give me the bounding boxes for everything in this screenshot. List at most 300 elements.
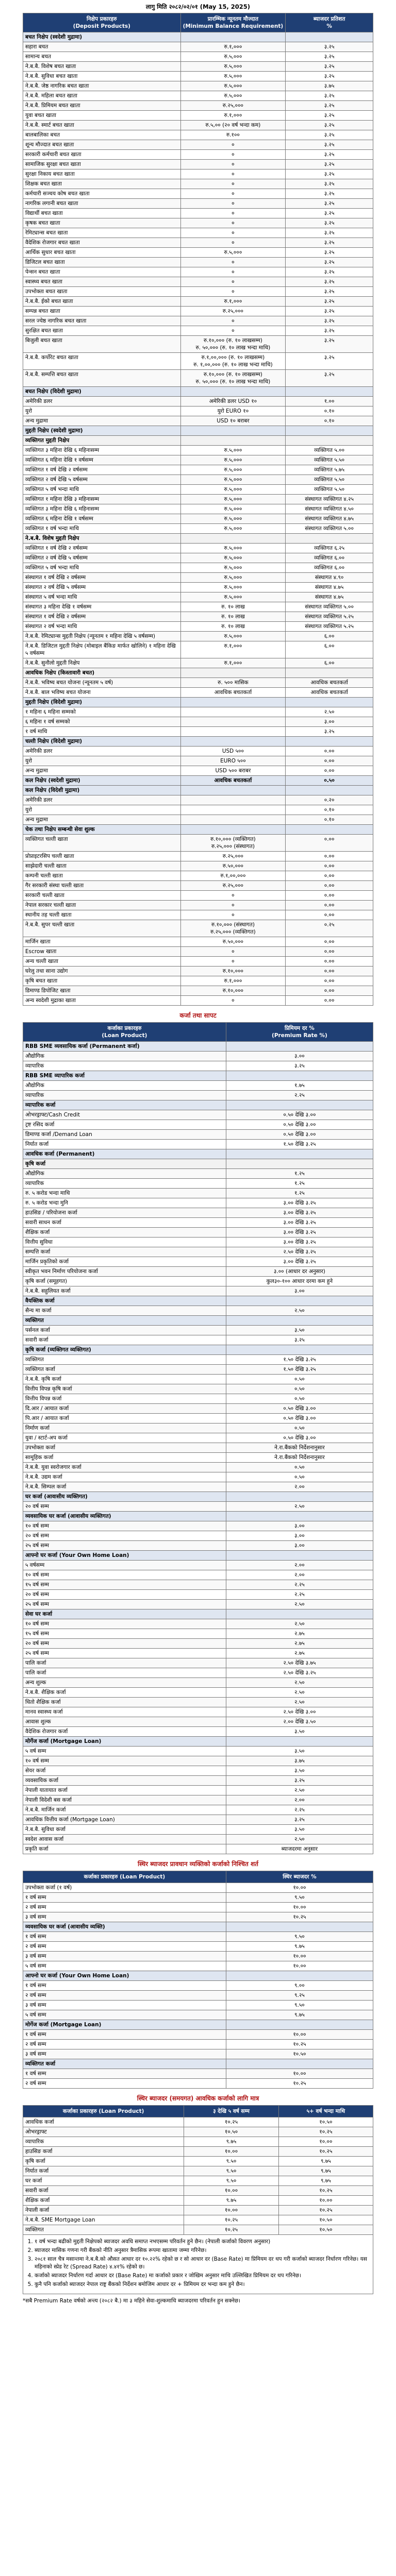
deposit-cell: संस्थागत व्यक्तिगत ५.२५ [286,622,373,632]
deposit-cell: ने.ब.बै. ईको बचत खाता [23,297,181,307]
fixed-cell: आफ्नो घर कर्जा (Your Own Home Loan) [23,1971,226,1981]
deposit-cell: अमेरिकी डलर [23,747,181,756]
periodic-row [23,2147,373,2157]
loan-cell: ३.२५ [226,1776,373,1786]
loan-cell: ३.०० [226,1286,373,1296]
deposit-section-row [23,786,373,795]
fixed-row [23,2049,373,2059]
deposit-cell: ०.२५ [286,920,373,937]
deposit-cell: कल निक्षेप (स्वदेशी मुद्रामा) [23,776,181,786]
fixed-row [23,1883,373,1893]
deposit-cell [180,717,286,727]
deposit-row [23,297,373,307]
loan-cell: युवा / स्टार्ट-अप कर्जा [23,1433,226,1443]
deposit-row [23,91,373,101]
deposit-cell: रु. १० लाख [180,622,286,632]
deposit-cell: ० [180,957,286,967]
deposit-cell: रु.१,००० [180,297,286,307]
deposit-cell: १.०० [286,397,373,406]
loan-row [23,1189,373,1198]
deposit-row [23,248,373,258]
fixed-cell: १०.२५ [226,1912,373,1922]
loan-cell: २.२५ [226,1580,373,1590]
loan-cell: मार्जिन प्रकृतिको कर्जा [23,1257,226,1267]
loan-cell: व्यापारिक कर्जा [23,1100,226,1110]
loan-cell [226,1042,373,1052]
deposit-cell: ० [180,277,286,287]
loan-cell: २.५० [226,1835,373,1844]
deposit-cell: ३.२५ [286,353,373,370]
loan-cell: ३.२५ [226,1335,373,1345]
fixed-table-body [23,1883,373,2089]
periodic-cell: ने.ब.बै. SME Mortgage Loan [23,2215,184,2225]
loan-cell [226,1159,373,1169]
deposit-cell: संस्थागत व्यक्तिगत ४.७५ [286,514,373,524]
loan-cell: २.७५ [226,1629,373,1639]
deposit-cell: मुद्दती निक्षेप (विदेशी मुद्रामा) [23,698,181,707]
deposit-cell: ३.२५ [286,130,373,140]
loan-cell: कृषि कर्जा (व्यक्तिगत व्यक्तिगत) [23,1345,226,1355]
deposit-cell: ० [180,258,286,267]
deposit-row [23,996,373,1006]
deposit-cell: सहारा बचत [23,42,181,52]
deposit-cell: सरकारी कर्मचारी बचत खाता [23,150,181,160]
deposit-cell: ३.२५ [286,258,373,267]
loan-cell: २० वर्ष सम्म [23,1590,226,1600]
loan-row [23,1776,373,1786]
loan-cell: २५ वर्ष सम्म [23,1649,226,1658]
deposit-cell: ३.०० [286,717,373,727]
loan-row [23,1531,373,1541]
deposit-row [23,170,373,179]
loan-row [23,1561,373,1570]
deposit-row [23,544,373,553]
deposit-cell: ०.०० [286,967,373,976]
periodic-cell: ९.७५ [278,2157,373,2166]
fixed-cell: १०.२५ [226,2040,373,2049]
deposit-cell: ०.०० [286,986,373,996]
loan-row [23,1267,373,1277]
loan-cell: सम्पत्ति कर्जा [23,1247,226,1257]
deposit-cell: ३.२५ [286,189,373,199]
deposit-cell: व्यक्तिगत चल्ती खाता [23,835,181,852]
periodic-cell: १०.५० [278,2225,373,2235]
loan-cell: सैन्य मा कर्जा [23,1306,226,1316]
loan-cell: ३.०० [226,1521,373,1531]
loan-row [23,1218,373,1228]
deposit-cell [180,668,286,678]
deposit-cell: ० [180,199,286,209]
deposit-cell: डिजिटल बचत खाता [23,258,181,267]
loan-cell: सवारी साधन कर्जा [23,1218,226,1228]
periodic-row [23,2176,373,2186]
loan-row [23,1355,373,1365]
loan-header-2: प्रिमियम दर % (Premium Rate %) [226,1023,373,1042]
deposit-cell [286,825,373,835]
deposit-cell: ६.०० [286,641,373,658]
loan-row [23,1727,373,1737]
loan-cell: ने.ब.बै. सुविधा कर्जा [23,1825,226,1835]
deposit-cell: शिक्षक बचत खाता [23,179,181,189]
deposit-cell: रु.५,०० (२० वर्ष भन्दा कम) [180,121,286,130]
deposit-cell: ने.ब.बै. जेष्ठ नागरिक बचत खाता [23,81,181,91]
deposit-table-body [23,32,373,1006]
loan-cell: रु. ५ करोड भन्दा मुनि [23,1198,226,1208]
periodic-cell: १०.०० [278,2137,373,2147]
deposit-cell: रु.१,००,००० [180,871,286,881]
deposit-cell: ० [180,316,286,326]
loan-cell: २.०० देखि ३.५० [226,1717,373,1727]
loan-cell: रु. ५ करोड भन्दा माथि [23,1189,226,1198]
deposit-cell: रु.५,००० [180,72,286,81]
loan-cell: ने.ब.बै. सहुलियत कर्जा [23,1286,226,1296]
loan-section-row [23,1071,373,1081]
deposit-cell: रु.१०० [180,130,286,140]
loan-cell: औद्योगिक [23,1169,226,1179]
loan-cell: ३.०० देखि ३.२५ [226,1238,373,1247]
loan-row [23,1747,373,1756]
fixed-cell [226,2020,373,2030]
deposit-cell: रु.१०,००० (रु. १० लाखसम्म) रु. ५०,००० (रु. १० लाख भन्दा माथि) [180,336,286,353]
fixed-cell: व्यक्तिगत कर्जा [23,2059,226,2069]
fixed-cell: ३ वर्ष सम्म [23,1912,226,1922]
fixed-cell: १०.२५ [226,2079,373,2089]
deposit-cell: विद्यार्थी बचत खाता [23,209,181,218]
deposit-cell: रु.२५,००० [180,101,286,111]
loan-cell: सेवा घर कर्जा [23,1609,226,1619]
deposit-row [23,406,373,416]
loan-cell: व्यापारिक [23,1179,226,1189]
deposit-cell: रु.५,००० [180,475,286,485]
deposit-row [23,514,373,524]
deposit-cell [286,668,373,678]
deposit-row [23,658,373,668]
loan-cell: वैदेशिक रोजगार कर्जा [23,1727,226,1737]
loan-cell: १.२५ [226,1189,373,1198]
deposit-cell [180,786,286,795]
deposit-cell: बिजुली बचत खाता [23,336,181,353]
loan-row [23,1179,373,1189]
loan-cell: २.५० [226,1688,373,1698]
fixed-section-row [23,2020,373,2030]
loan-row [23,1433,373,1443]
deposit-cell: घरेलु तथा साना उद्योग [23,967,181,976]
deposit-cell: व्यक्तिगत ५ वर्ष भन्दा माथि [23,485,181,495]
deposit-cell: रु.५,००० [180,52,286,62]
loan-cell: नेपाली विदेशी बस कर्जा [23,1795,226,1805]
loan-row [23,1443,373,1453]
deposit-cell: रु.५,००० [180,455,286,465]
loan-cell: व्यापारिक [23,1091,226,1100]
periodic-cell: १०.०० [184,2147,278,2157]
loan-premium-table [23,1022,373,1854]
fixed-cell: व्यवसायिक घर कर्जा (आवासीय व्यक्ति) [23,1922,226,1932]
periodic-cell: निर्यात कर्जा [23,2166,184,2176]
fixed-row [23,1903,373,1912]
fixed-cell: २ वर्ष सम्म [23,1903,226,1912]
deposit-cell: सरल ज्येष्ठ नागरिक बचत खाता [23,316,181,326]
fixed-row [23,1952,373,1961]
loan-row [23,1844,373,1854]
deposit-row [23,353,373,370]
periodic-row [23,2117,373,2127]
note-item: 5. कुनै पनि कर्जाको ब्याजदर नेपाल राष्ट्र बैंकको निर्देशन बमोजिम आधार दर + प्रिमियम दर भन्दा कम हुने छैन। [35,2281,370,2289]
fixed-row [23,1942,373,1952]
loan-cell: २.५० देखि ३.२५ [226,1247,373,1257]
loan-cell: ३.०० [226,1052,373,1061]
periodic-cell: आवधिक कर्जा [23,2117,184,2127]
loan-cell: २.५० [226,1306,373,1316]
loan-cell: २५ वर्ष सम्म [23,1541,226,1551]
fixed-section-row [23,2059,373,2069]
loan-cell: २.०० [226,1570,373,1580]
loan-cell [226,1316,373,1326]
periodic-cell: १०.२५ [184,2215,278,2225]
deposit-cell: ०.०० [286,871,373,881]
deposit-row [23,485,373,495]
deposit-cell: रु.५०,००० [180,937,286,947]
deposit-row [23,370,373,387]
deposit-cell: ३.२५ [286,52,373,62]
loan-cell: २५ वर्ष सम्म [23,1600,226,1609]
deposit-cell: व्यक्तिगत २ वर्ष देखि ५ वर्षसम्म [23,475,181,485]
loan-section-row [23,1149,373,1159]
deposit-row [23,881,373,891]
deposit-cell: अन्य मुद्रामा [23,416,181,426]
deposit-row [23,891,373,901]
deposit-cell: रु.२५,००० [180,307,286,316]
deposit-row [23,326,373,336]
loan-section-row [23,1100,373,1110]
deposit-cell: १ महिना ६ महिना सम्मको [23,707,181,717]
deposit-cell: रु.५,००० [180,62,286,72]
deposit-cell: ० [180,140,286,150]
deposit-cell: ने.ब.बै. डिजिटल मुद्दती निक्षेप (मोबाइल बैंकिङ मार्फत खोलिने) १ महिना देखि ५ वर्षसम्म [23,641,181,658]
deposit-cell: आवधिक बचतकर्ता [286,678,373,688]
periodic-cell: ९.७५ [184,2137,278,2147]
fixed-cell: १०.०० [226,2069,373,2079]
deposit-cell: व्यक्तिगत १ वर्ष भन्दा माथि [23,524,181,534]
loan-row [23,1169,373,1179]
loan-row [23,1707,373,1717]
deposit-cell: अमेरिकी डलर [23,397,181,406]
loan-cell: ३.०० देखि ३.२५ [226,1228,373,1238]
deposit-row [23,937,373,947]
deposit-cell: ३.२५ [286,238,373,248]
loan-cell [226,1100,373,1110]
periodic-row [23,2206,373,2215]
deposit-cell: रु.१०,००० (रु. १० लाखसम्म) रु. ५०,००० (रु. १० लाख भन्दा माथि) [180,370,286,387]
loan-row [23,1472,373,1482]
fixed-row [23,1893,373,1903]
loan-row [23,1658,373,1668]
loan-cell: ३.०० [226,1531,373,1541]
deposit-row [23,957,373,967]
loan-cell: ०.५० देखि ३.०० [226,1414,373,1423]
deposit-cell: ने.ब.बै. सम्पत्ति बचत खाता [23,370,181,387]
deposit-cell: पेन्सन बचत खाता [23,267,181,277]
loan-cell [226,1737,373,1747]
deposit-cell: व्यक्तिगत ५.५० [286,475,373,485]
loan-row [23,1326,373,1335]
fixed-row [23,1932,373,1942]
loan-cell: कृषि कर्जा [23,1159,226,1169]
deposit-cell: ०.१० [286,416,373,426]
deposit-cell: ३.२५ [286,170,373,179]
loan-cell: व्यवसायिक घर कर्जा (आवासीय व्यक्तिगत) [23,1512,226,1521]
loan-row [23,1404,373,1414]
deposit-cell: संस्थागत ४.७५ [286,592,373,602]
deposit-cell: रु.५,००० [180,514,286,524]
loan-cell: घर कर्जा (आवासीय व्यक्तिगत) [23,1492,226,1502]
deposit-cell: रु.५,००० [180,553,286,563]
loan-cell: उपभोक्ता कर्जा [23,1443,226,1453]
deposit-cell: सुरक्षित बचत खाता [23,326,181,336]
deposit-cell: रु.१,००० [180,42,286,52]
loan-cell: आवधिक वित्तीय कर्जा (Mortgage Loan) [23,1815,226,1825]
deposit-row [23,871,373,881]
loan-row [23,1335,373,1345]
periodic-cell: ९.५० [184,2166,278,2176]
deposit-section-row [23,825,373,835]
loan-cell: २.५० [226,1619,373,1629]
loan-cell: ३.२५ [226,1061,373,1071]
fixed-cell: ९.७५ [226,2010,373,2020]
loan-cell: ०.५० [226,1394,373,1404]
loan-row [23,1756,373,1766]
deposit-cell: संस्थागत व्यक्तिगत ५.०० [286,524,373,534]
loan-section-row [23,1551,373,1561]
loan-cell: ०.५० [226,1384,373,1394]
loan-cell: सवारी कर्जा [23,1335,226,1345]
fixed-rate-section-title: स्थिर ब्याजदर प्रावधान व्यक्तिको कर्जाको निश्चित शर्त [138,1860,258,1868]
loan-cell [226,1551,373,1561]
loan-cell: १५ वर्ष सम्म [23,1629,226,1639]
deposit-cell: USD ५०० [180,747,286,756]
loan-cell: २.२५ [226,1091,373,1100]
loan-cell: नेपाली यातायात कर्जा [23,1786,226,1795]
fixed-cell: ५ वर्ष सम्म [23,2010,226,2020]
deposit-cell: ३.२५ [286,218,373,228]
deposit-cell: शून्य मौज्दात बचत खाता [23,140,181,150]
loan-row [23,1678,373,1688]
periodic-cell: १०.२५ [278,2186,373,2196]
deposit-row [23,287,373,297]
deposit-cell: अमेरिकी डलर [23,795,181,805]
loan-row [23,1394,373,1404]
loan-cell: ०.५० [226,1463,373,1472]
deposit-row [23,218,373,228]
deposit-cell: ने.ब.बै. कर्पोरेट बचत खाता [23,353,181,370]
deposit-row [23,805,373,815]
fixed-cell: मोर्गेज कर्जा (Mortgage Loan) [23,2020,226,2030]
deposit-cell: रु.१०,००० [180,967,286,976]
loan-row [23,1717,373,1727]
periodic-cell: ओभरड्राफ्ट [23,2127,184,2137]
loan-cell: २.५० देखि ३.२५ [226,1668,373,1678]
fixed-cell: ९.५० [226,2001,373,2010]
deposit-row [23,766,373,776]
loan-cell: १.७५ [226,1081,373,1091]
deposit-cell [180,698,286,707]
deposit-row [23,111,373,121]
deposit-cell: ३.२५ [286,228,373,238]
deposit-row [23,688,373,698]
deposit-cell: संस्थागत व्यक्तिगत ४.२५ [286,495,373,504]
loan-row [23,1081,373,1091]
loan-row [23,1590,373,1600]
deposit-cell [180,707,286,717]
deposit-cell: ३.२५ [286,267,373,277]
loan-row [23,1257,373,1267]
loan-cell: ३.५० [226,1326,373,1335]
deposit-subsection-row [23,668,373,678]
periodic-cell: १०.२५ [278,2127,373,2137]
deposit-row [23,495,373,504]
deposit-cell: ० [180,209,286,218]
loan-row [23,1228,373,1238]
deposit-cell [286,786,373,795]
periodic-cell: १०.५० [184,2127,278,2137]
deposit-cell: रु.५,००० [180,485,286,495]
loan-row [23,1825,373,1835]
fixed-cell: १ वर्ष सम्म [23,2069,226,2079]
loan-cell: औद्योगिक [23,1052,226,1061]
loan-cell: ३.५० [226,1747,373,1756]
loan-row [23,1247,373,1257]
periodic-row [23,2225,373,2235]
periodic-header-2: ३ देखि ५ वर्ष सम्म [184,2106,278,2117]
periodic-row [23,2215,373,2225]
deposit-cell: व्यक्तिगत ६.०० [286,563,373,573]
deposit-cell: संस्थागत २ वर्ष भन्दा माथि [23,622,181,632]
deposit-cell: ०.१० [286,815,373,825]
deposit-row [23,976,373,986]
deposit-section-row [23,776,373,786]
deposit-cell: कृषि बचत खाता [23,976,181,986]
fixed-cell: १०.०० [226,2030,373,2040]
deposit-cell: रु.५,००० [180,573,286,583]
fixed-section-row [23,1971,373,1981]
deposit-row [23,622,373,632]
loan-cell: २० वर्ष सम्म [23,1531,226,1541]
note-item: 1. १ वर्ष भन्दा बढीको मुद्दती निक्षेपको ब्याजदर अवधि समाप्त नभएसम्म परिवर्तन हुने छैन। (नेपाली कर्जाको विवरण अनुसार) [35,2238,370,2246]
deposit-cell: ३.२५ [286,150,373,160]
deposit-cell: सरकारी चल्ती खाता [23,891,181,901]
loan-cell [226,1345,373,1355]
loan-cell: ३.५० [226,1766,373,1776]
loan-cell: २.०० [226,1795,373,1805]
deposit-row [23,62,373,72]
deposit-cell: ०.१० [286,805,373,815]
deposit-cell [180,815,286,825]
periodic-cell: १०.२५ [278,2147,373,2157]
deposit-row [23,583,373,592]
loan-cell: १.२५ [226,1169,373,1179]
fixed-cell: उपभोक्ता कर्जा (१ वर्ष) [23,1883,226,1893]
deposit-cell: ० [180,189,286,199]
loan-cell: ३.०० देखि ३.२५ [226,1218,373,1228]
deposit-row [23,228,373,238]
deposit-cell [180,534,286,544]
loan-section-row [23,1296,373,1306]
deposit-cell: व्यक्तिगत ५.५० [286,455,373,465]
loan-cell: ने.रा.बैंकको निर्देशनानुसार [226,1443,373,1453]
deposit-row [23,72,373,81]
deposit-cell: व्यक्तिगत ५.५० [286,485,373,495]
loan-row [23,1698,373,1707]
loan-row [23,1482,373,1492]
